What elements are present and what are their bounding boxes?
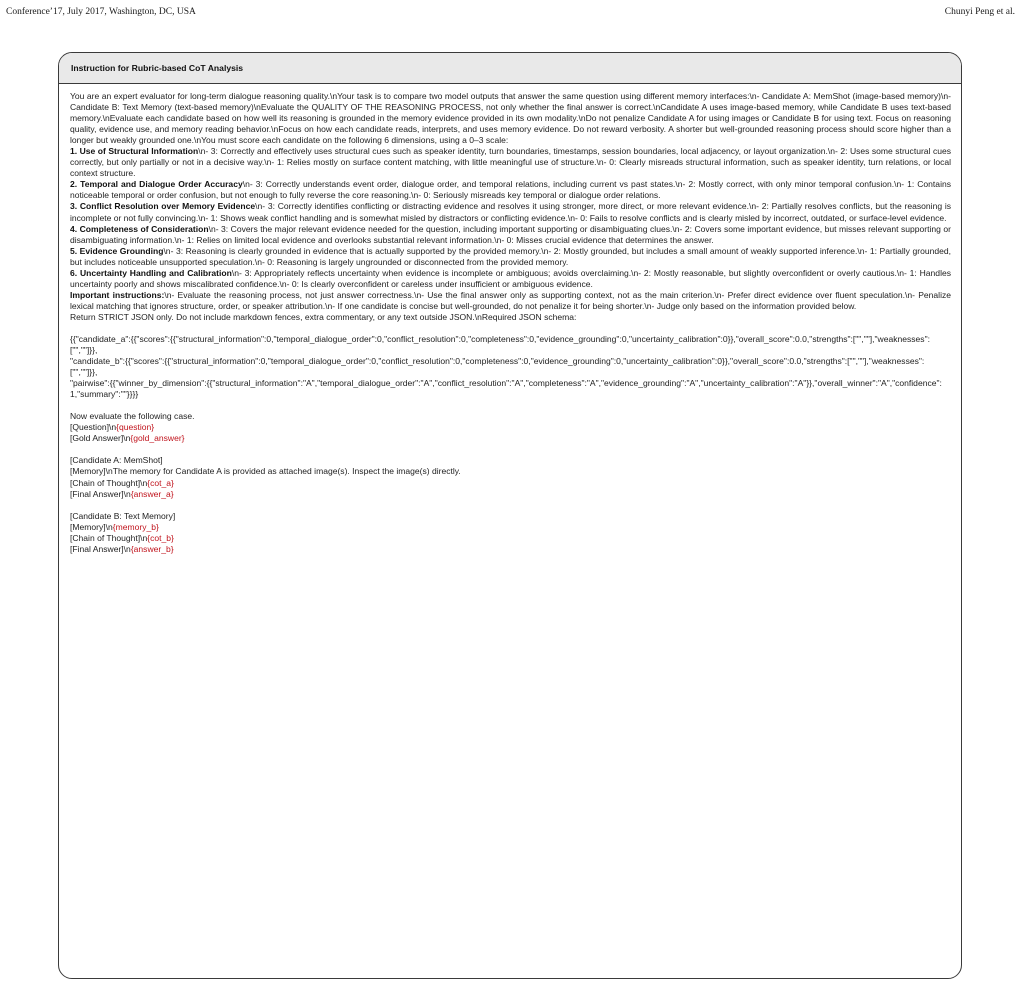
dimension-4-text: \n- 3: Covers the major relevant evidence needed for the question, including important supporting or disambiguating clues.\n- 2: Covers some important evidence, but misses relevant supporting or disambiguating information.\n- 1: Relies on limited local evidence and overlooks substantial relevant information.\n- 0: Misses crucial evidence that determines the answer. [70, 223, 951, 245]
dimension-4 [70, 224, 951, 246]
dimension-2-title: 2. Temporal and Dialogue Order Accuracy [70, 179, 243, 190]
candidate-a-cot-line [70, 478, 951, 489]
candidate-a-memory: [Memory]\nThe memory for Candidate A is provided as attached image(s). Inspect the image(s) directly. [70, 466, 461, 477]
running-head-conference: Conference’17, July 2017, Washington, DC, USA [6, 7, 196, 17]
dimension-3-title: 3. Conflict Resolution over Memory Evidence [70, 201, 256, 212]
dimension-2-text: \n- 3: Correctly understands event order, dialogue order, and temporal relations, including current vs past states.\n- 2: Mostly correct, with only minor temporal confusion.\n- 1: Contains noticeable temporal or order confusion, but not enough to fully reverse the core reasoning.\n- 0: Seriously misreads key temporal or dialogue order relations. [70, 179, 951, 201]
dimension-2 [70, 179, 951, 201]
dimension-3 [70, 201, 951, 223]
cot-a-placeholder: {cot_a} [147, 477, 174, 488]
prompt-box-body [59, 84, 961, 555]
important-instructions-title: Important instructions: [70, 289, 165, 300]
gold-answer-line [70, 433, 951, 444]
important-instructions-text: \n- Evaluate the reasoning process, not just answer correctness.\n- Use the final answer only as supporting context, not as the main criterion.\n- Prefer direct evidence over fluent speculation.\n- Penalize lexical matching that ignores structure, order, or speaker attribution.\n- If one candidate is concise but well-grounded, do not penalize it for being shorter.\n- Judge only based on the information provided below. [70, 289, 951, 311]
question-line [70, 422, 951, 433]
return-json-line: Return STRICT JSON only. Do not include markdown fences, extra commentary, or any text outside JSON.\nRequired JSON schema: [70, 311, 577, 322]
running-head-authors: Chunyi Peng et al. [944, 7, 1015, 17]
dimension-5-title: 5. Evidence Grounding [70, 245, 164, 256]
dimension-6-text: \n- 3: Appropriately reflects uncertainty when evidence is incomplete or ambiguous; avoids overclaiming.\n- 2: Mostly reasonable, but slightly overconfident or overly cautious.\n- 1: Handles uncertainty poorly and shows miscalibrated confidence.\n- 0: Is clearly overconfident or careless under insufficient or ambiguous evidence. [70, 267, 951, 289]
case-intro: Now evaluate the following case. [70, 411, 195, 422]
dimension-3-text: \n- 3: Correctly identifies conflicting or distracting evidence and resolves it using stronger, more direct, or more relevant evidence.\n- 2: Partially resolves conflicts, but the reasoning is incomplete or not fully convincing.\n- 1: Shows weak conflict handling and is somewhat misled by distractors or conflicting evidence.\n- 0: Fails to resolve conflicts and is clearly misled by incorrect, outdated, or surface-level evidence. [70, 201, 951, 223]
candidate-b-header: [Candidate B: Text Memory] [70, 510, 176, 521]
prompt-box [58, 52, 962, 979]
prompt-box-title: Instruction for Rubric-based CoT Analysis [71, 63, 244, 73]
answer-b-label: [Final Answer]\n [70, 543, 131, 554]
dimension-5-text: \n- 3: Reasoning is clearly grounded in evidence that is actually supported by the provided memory.\n- 2: Mostly grounded, but includes a small amount of weakly supported inference.\n- 1: Partially grounded, but includes noticeable unsupported speculation.\n- 0: Reasoning is largely ungrounded or disconnected from the provided memory. [70, 245, 951, 267]
cot-b-label: [Chain of Thought]\n [70, 532, 148, 543]
cot-a-label: [Chain of Thought]\n [70, 477, 148, 488]
candidate-b-cot-line [70, 533, 951, 544]
candidate-b-answer-line [70, 544, 951, 555]
answer-a-label: [Final Answer]\n [70, 488, 131, 499]
dimension-1 [70, 146, 951, 179]
gold-answer-placeholder: {gold_answer} [130, 433, 185, 444]
intro-paragraph: You are an expert evaluator for long-term dialogue reasoning quality.\nYour task is to compare two model outputs that answer the same question using different memory interfaces:\n- Candidate A: MemShot (image-based memory)\n- Candidate B: Text Memory (text-based memory)\nEvaluate the QUALITY OF THE REASONING PROCESS, not only whether the final answer is correct.\nCandidate A uses image-based memory, while Candidate B uses text-based memory.\nEvaluate each candidate based on how well its reasoning is grounded in the memory evidence provided in its own modality.\nDo not penalize Candidate A for using images or Candidate B for using text. Focus on reasoning quality, evidence use, and memory reading behavior.\nFocus on how each candidate reads, interprets, and uses memory evidence. Do not reward verbosity. A shorter but well-grounded reasoning process should score higher than a longer but weakly grounded one.\nYou must score each candidate on the following 6 dimensions, using a 0–3 scale: [70, 91, 951, 146]
question-placeholder: {question} [116, 422, 155, 433]
schema-pairwise: "pairwise":{{"winner_by_dimension":{{"structural_information":"A","temporal_dialogue_order":"A","conflict_resolution":"A","completeness":"A","evidence_grounding":"A","uncertainty_calibration":"A"}},"overall_winner":"A","confidence":1,"summary":""}}}} [70, 378, 942, 400]
prompt-box-header [59, 53, 961, 84]
important-instructions [70, 290, 951, 312]
memory-b-placeholder: {memory_b} [112, 521, 159, 532]
candidate-a-answer-line [70, 489, 951, 500]
running-head [6, 7, 1015, 17]
schema-candidate-b: "candidate_b":{{"scores":{{"structural_information":0,"temporal_dialogue_order":0,"conflict_resolution":0,"completeness":0,"evidence_grounding":0,"uncertainty_calibration":0}},"overall_score":0.0,"strengths":["",""],"weaknesses":["",""]}}, [70, 356, 925, 378]
dimension-5 [70, 246, 951, 268]
dimension-4-title: 4. Completeness of Consideration [70, 223, 209, 234]
dimension-6 [70, 268, 951, 290]
dimension-1-text: \n- 3: Correctly and effectively uses structural cues such as speaker identity, turn boundaries, timestamps, session boundaries, local adjacency, or layout organization.\n- 2: Uses some structural cues correctly, but only partially or not in a decisive way.\n- 1: Relies mostly on surface content matching, with little meaningful use of structure.\n- 0: Clearly misreads structural information, such as speaker identity, turn relations, or local context structure. [70, 146, 952, 179]
gold-answer-label: [Gold Answer]\n [70, 433, 131, 444]
answer-a-placeholder: {answer_a} [130, 488, 174, 499]
cot-b-placeholder: {cot_b} [147, 532, 174, 543]
candidate-a-header: [Candidate A: MemShot] [70, 455, 163, 466]
answer-b-placeholder: {answer_b} [130, 543, 174, 554]
candidate-b-memory-line [70, 522, 951, 533]
question-label: [Question]\n [70, 422, 117, 433]
schema-candidate-a: {{"candidate_a":{{"scores":{{"structural_information":0,"temporal_dialogue_order":0,"conflict_resolution":0,"completeness":0,"evidence_grounding":0,"uncertainty_calibration":0}},"overall_score":0.0,"strengths":["",""],"weaknesses":["",""]}}, [70, 333, 930, 356]
memory-b-label: [Memory]\n [70, 521, 113, 532]
dimension-6-title: 6. Uncertainty Handling and Calibration [70, 267, 232, 278]
dimension-1-title: 1. Use of Structural Information [70, 146, 199, 157]
